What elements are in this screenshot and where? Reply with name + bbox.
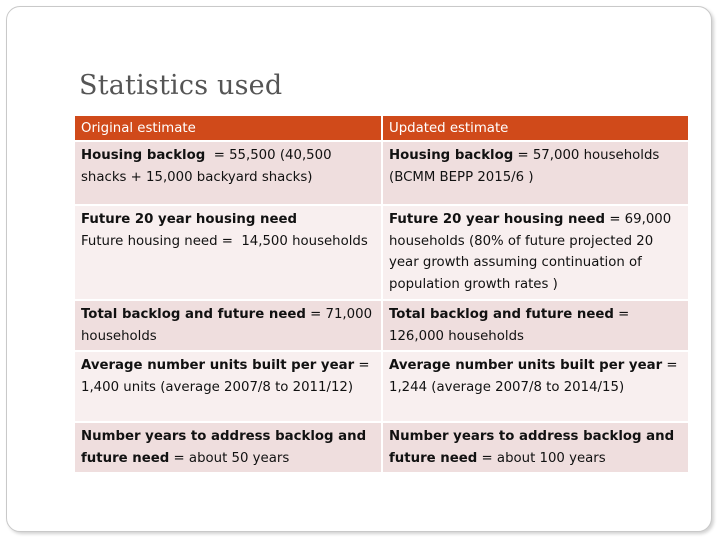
label: Future 20 year housing need xyxy=(81,212,298,227)
table-header-row xyxy=(74,115,689,141)
label: Future 20 year housing need xyxy=(389,212,606,227)
label: Total backlog and future need xyxy=(81,307,306,322)
label: Housing backlog xyxy=(81,148,206,163)
table-row-housing-backlog xyxy=(74,141,689,205)
value: = 1,244 (average 2007/8 to 2014/15) xyxy=(389,358,678,395)
label: Average number units built per year xyxy=(81,358,355,373)
cell-original-years xyxy=(74,422,382,473)
header-updated-estimate: Updated estimate xyxy=(382,115,689,141)
value: = about 100 years xyxy=(481,450,606,466)
value: = 69,000 households (80% of future projected 20 year growth assuming continuation of population growth rates ) xyxy=(389,212,672,292)
cell-updated-average-units xyxy=(382,351,689,422)
header-original-estimate: Original estimate xyxy=(74,115,382,141)
cell-original-average-units xyxy=(74,351,382,422)
value: = 71,000 households xyxy=(81,307,373,344)
cell-updated-future-need xyxy=(382,205,689,300)
table-row-years xyxy=(74,422,689,473)
cell-updated-housing-backlog xyxy=(382,141,689,205)
cell-original-total xyxy=(74,300,382,351)
table-row-total xyxy=(74,300,689,351)
label: Number years to address backlog and future need xyxy=(389,429,675,466)
value: = 1,400 units (average 2007/8 to 2011/12) xyxy=(81,358,370,395)
cell-updated-total xyxy=(382,300,689,351)
statistics-table xyxy=(73,114,690,474)
table-row-future-need xyxy=(74,205,689,300)
cell-updated-years xyxy=(382,422,689,473)
label: Housing backlog xyxy=(389,148,514,163)
label: Total backlog and future need xyxy=(389,307,614,322)
value: = 126,000 households xyxy=(389,307,630,344)
label: Average number units built per year xyxy=(389,358,663,373)
cell-original-housing-backlog xyxy=(74,141,382,205)
value: = 57,000 households (BCMM BEPP 2015/6 ) xyxy=(389,148,660,185)
value: = 55,500 (40,500 shacks + 15,000 backyard shacks) xyxy=(81,148,332,185)
value: = about 50 years xyxy=(173,450,290,466)
table-row-average-units xyxy=(74,351,689,422)
slide-title: Statistics used xyxy=(79,70,283,101)
value: Future housing need = 14,500 households xyxy=(81,233,368,249)
cell-original-future-need xyxy=(74,205,382,300)
label: Number years to address backlog and future need xyxy=(81,429,367,466)
